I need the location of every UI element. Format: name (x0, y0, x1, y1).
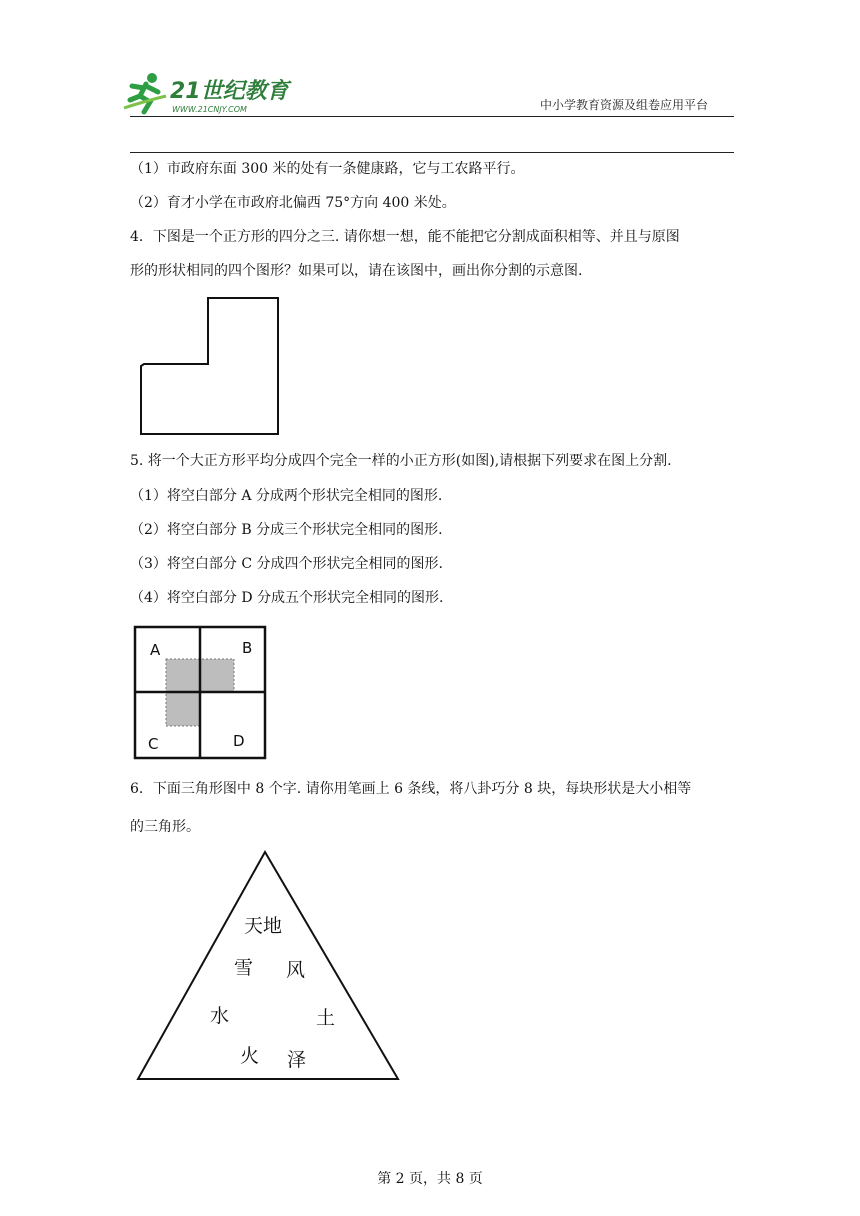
logo-url: WWW.21CNJY.COM (172, 105, 247, 114)
char-tu: 土 (316, 1007, 336, 1029)
question-5-line: 5. 将一个大正方形平均分成四个完全一样的小正方形(如图),请根据下列要求在图上分割. (130, 453, 672, 469)
text-line: （1）将空白部分 A 分成两个形状完全相同的图形. (130, 488, 443, 504)
logo-text: 21世纪教育 (170, 79, 289, 104)
shaded-cell (166, 692, 200, 726)
header-rule-bottom (130, 152, 734, 153)
site-tag: 中小学教育资源及组卷应用平台 (540, 98, 709, 112)
label-d: D (233, 732, 245, 750)
header-rule-top (130, 116, 734, 117)
label-b: B (242, 639, 253, 657)
char-xue: 雪 (234, 957, 254, 979)
char-ze: 泽 (287, 1049, 307, 1071)
logo (122, 66, 292, 120)
text-line: （3）将空白部分 C 分成四个形状完全相同的图形. (130, 556, 443, 572)
char-shui: 水 (210, 1005, 230, 1027)
three-quarter-square-figure (130, 290, 290, 440)
char-feng: 风 (286, 959, 306, 981)
char-huo: 火 (240, 1045, 260, 1067)
char-tiandi: 天地 (244, 915, 283, 937)
label-c: C (148, 735, 159, 753)
text-line: （4）将空白部分 D 分成五个形状完全相同的图形. (130, 590, 444, 606)
runner-icon (124, 73, 166, 112)
triangle-figure (130, 846, 406, 1086)
question-6-line-2: 的三角形。 (130, 819, 200, 835)
question-6-line-1: 6．下面三角形图中 8 个字. 请你用笔画上 6 条线，将八卦巧分 8 块，每块形状是大小相等 (130, 781, 692, 797)
four-square-figure (130, 622, 270, 762)
text-line: （1）市政府东面 300 米的处有一条健康路，它与工农路平行。 (130, 161, 525, 177)
question-4-line-2: 形的形状相同的四个图形？如果可以，请在该图中，画出你分割的示意图. (130, 263, 583, 279)
text-line: （2）将空白部分 B 分成三个形状完全相同的图形. (130, 522, 443, 538)
page-number: 第 2 页，共 8 页 (377, 1171, 483, 1187)
question-4-line-1: 4．下图是一个正方形的四分之三. 请你想一想，能不能把它分割成面积相等、并且与原图 (130, 229, 680, 245)
label-a: A (150, 641, 161, 659)
text-line: （2）育才小学在市政府北偏西 75°方向 400 米处。 (130, 195, 456, 211)
